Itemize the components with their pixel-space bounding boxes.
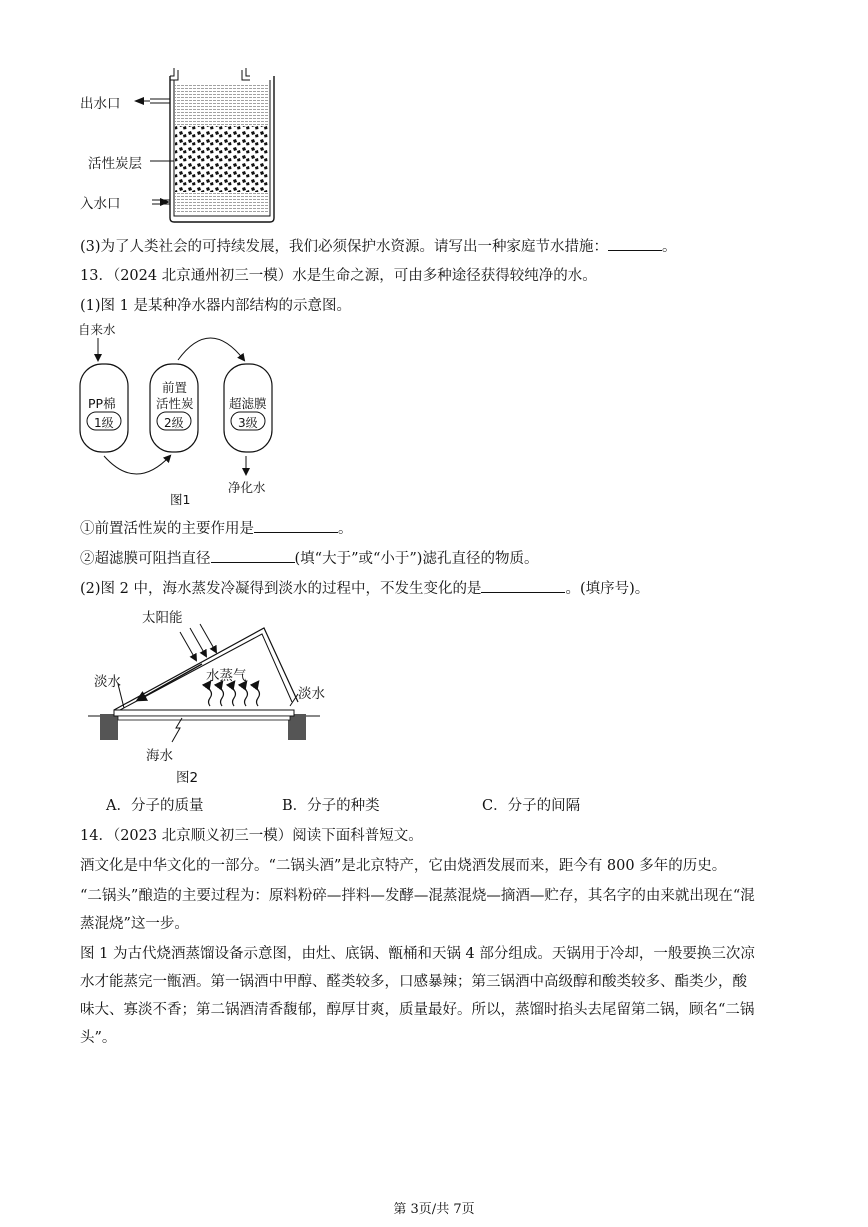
q13-sub2-end: (填“大于”或“小于”)滤孔直径的物质。 bbox=[294, 551, 539, 567]
figure-2-solar-still bbox=[84, 602, 324, 788]
tank2-name-line2: 活性炭 bbox=[156, 396, 194, 411]
q13-part2-end: 。(填序号)。 bbox=[565, 581, 650, 597]
inlet-label: 入水口 bbox=[80, 196, 121, 212]
tank1-name: PP棉 bbox=[88, 396, 116, 411]
fresh-water-right-label: 淡水 bbox=[298, 686, 325, 702]
sea-water-label: 海水 bbox=[146, 748, 173, 764]
figure-1-purifier bbox=[70, 318, 290, 508]
option-c: C．分子的间隔 bbox=[482, 798, 581, 814]
q13-sub2-text: ②超滤膜可阻挡直径 bbox=[80, 551, 211, 567]
page-footer: 第 3页/共 7页 bbox=[393, 1202, 475, 1217]
q12-part3-text: (3)为了人类社会的可持续发展，我们必须保护水资源。请写出一种家庭节水措施： bbox=[80, 239, 609, 255]
q14-paragraph-2-line-2: 蒸混烧”这一步。 bbox=[80, 916, 189, 932]
solar-still-drawing bbox=[84, 602, 324, 788]
answer-blank bbox=[211, 548, 295, 563]
q13-part1: (1)图 1 是某种净水器内部结构的示意图。 bbox=[80, 298, 351, 314]
q14-paragraph-3-line-1: 图 1 为古代烧酒蒸馏设备示意图，由灶、底锅、甑桶和天锅 4 部分组成。天锅用于冷却，一般要换三次凉 bbox=[80, 946, 755, 962]
q13-sub1-end: 。 bbox=[338, 521, 353, 537]
tank3-level: 3级 bbox=[238, 416, 258, 430]
answer-blank bbox=[254, 518, 338, 533]
option-a: A．分子的质量 bbox=[106, 798, 204, 814]
purified-water-label: 净化水 bbox=[228, 480, 266, 495]
tap-water-label: 自来水 bbox=[78, 322, 116, 337]
outlet-label: 出水口 bbox=[80, 96, 121, 112]
q14-paragraph-3-line-4: 头”。 bbox=[80, 1030, 117, 1046]
q14-paragraph-3-line-2: 水才能蒸完一甑酒。第一锅酒中甲醇、醛类较多，口感暴辣；第三锅酒中高级醇和酸类较多、酯类少，酸 bbox=[80, 974, 747, 990]
q13-sub1-text: ①前置活性炭的主要作用是 bbox=[80, 521, 254, 537]
solar-energy-label: 太阳能 bbox=[142, 610, 183, 626]
tank2-level: 2级 bbox=[164, 416, 184, 430]
q13-sub2 bbox=[80, 548, 538, 569]
carbon-filter-figure bbox=[70, 66, 290, 226]
option-b: B．分子的种类 bbox=[282, 798, 380, 814]
q13-part2-text: (2)图 2 中，海水蒸发冷凝得到淡水的过程中，不发生变化的是 bbox=[80, 581, 482, 597]
q12-part3 bbox=[80, 236, 677, 257]
q14-paragraph-2-line-1: “二锅头”酿造的主要过程为：原料粉碎—拌料—发酵—混蒸混烧—摘酒—贮存，其名字的由来就出现在“混 bbox=[80, 888, 755, 904]
answer-blank bbox=[608, 236, 662, 251]
q13-sub1 bbox=[80, 518, 353, 539]
carbon-layer-label: 活性炭层 bbox=[88, 156, 142, 172]
q12-part3-end: 。 bbox=[662, 239, 677, 255]
tank1-level: 1级 bbox=[94, 416, 114, 430]
q14-paragraph-1: 酒文化是中华文化的一部分。“二锅头酒”是北京特产，它由烧酒发展而来，距今有 800 多年的历史。 bbox=[80, 858, 727, 874]
answer-blank bbox=[481, 578, 565, 593]
q14-stem: 14．（2023 北京顺义初三一模）阅读下面科普短文。 bbox=[80, 828, 423, 844]
figure-1-caption: 图1 bbox=[170, 492, 191, 507]
tank3-name: 超滤膜 bbox=[229, 396, 267, 411]
fresh-water-left-label: 淡水 bbox=[94, 674, 121, 690]
tank2-name-line1: 前置 bbox=[162, 380, 188, 395]
q14-paragraph-3-line-3: 味大、寡淡不香；第二锅酒清香馥郁，醇厚甘爽，质量最好。所以，蒸馏时掐头去尾留第二锅，顾名“二锅 bbox=[80, 1002, 755, 1018]
q13-part2 bbox=[80, 578, 649, 599]
vapor-label: 水蒸气 bbox=[206, 668, 247, 684]
q13-stem: 13．（2024 北京通州初三一模）水是生命之源，可由多种途径获得较纯净的水。 bbox=[80, 268, 597, 284]
figure-2-caption: 图2 bbox=[176, 770, 199, 786]
